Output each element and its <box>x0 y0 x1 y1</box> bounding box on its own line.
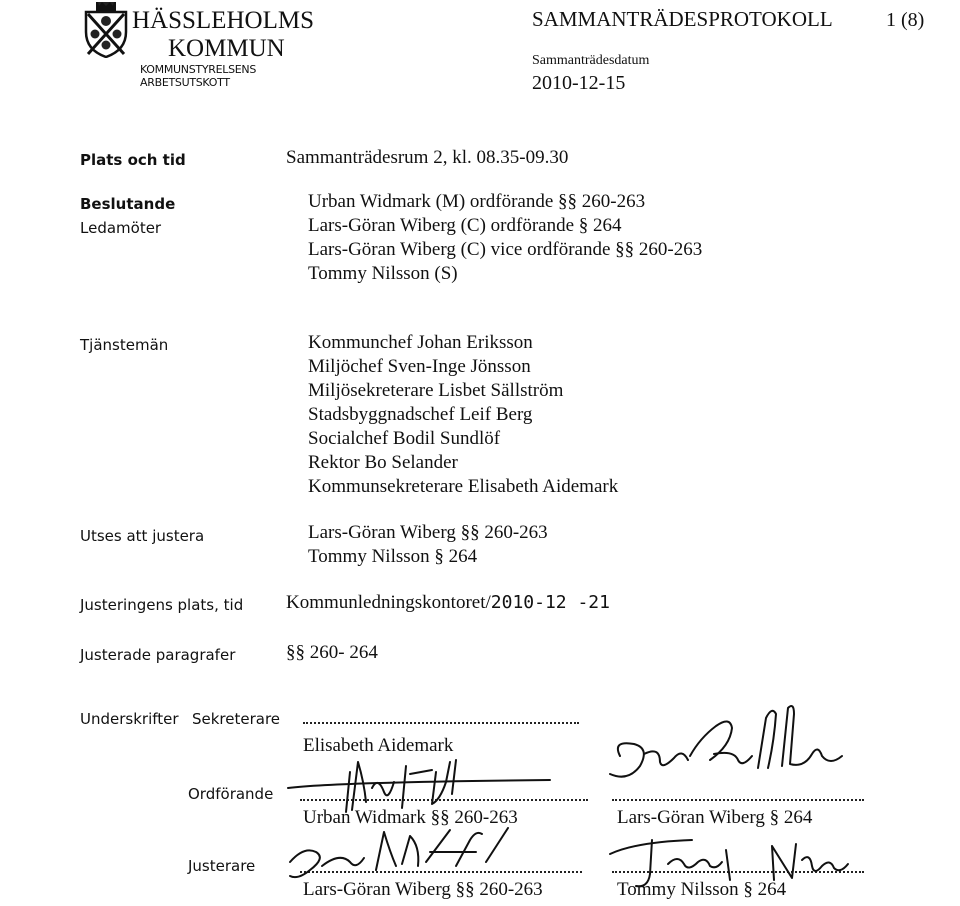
beslutande-value-2: Lars-Göran Wiberg (C) ordförande § 264 <box>308 215 622 236</box>
tjanstemän-value-7: Kommunsekreterare Elisabeth Aidemark <box>308 476 619 497</box>
ordforande-label: Ordförande <box>188 785 274 803</box>
tjanstemän-value-4: Stadsbyggnadschef Leif Berg <box>308 404 533 425</box>
department-line2: ARBETSUTSKOTT <box>140 76 230 89</box>
justeringens-label: Justeringens plats, tid <box>80 596 244 614</box>
tjanstemän-value-2: Miljöchef Sven-Inge Jönsson <box>308 356 531 377</box>
justerade-value: §§ 260- 264 <box>286 642 378 663</box>
utses-value-1: Lars-Göran Wiberg §§ 260-263 <box>308 522 548 543</box>
justeringens-place: Kommunledningskontoret/ <box>286 592 491 613</box>
signature-lars-goran-wiberg-2 <box>280 822 540 892</box>
org-name-line2: KOMMUN <box>168 35 285 62</box>
date-label: Sammanträdesdatum <box>532 53 650 68</box>
underskrifter-label: Underskrifter <box>80 710 179 728</box>
justerade-label: Justerade paragrafer <box>80 646 236 664</box>
ordforande-signature-line-2 <box>612 799 864 801</box>
signature-urban-widmark <box>260 752 560 822</box>
page-number: 1 (8) <box>886 9 925 31</box>
justerare-name-2: Tommy Nilsson § 264 <box>617 879 787 900</box>
tjanstemän-label: Tjänstemän <box>80 336 169 354</box>
beslutande-value-3: Lars-Göran Wiberg (C) vice ordförande §§ 260-263 <box>308 239 703 260</box>
tjanstemän-value-3: Miljösekreterare Lisbet Sällström <box>308 380 564 401</box>
coat-of-arms-icon <box>84 2 128 58</box>
beslutande-value-1: Urban Widmark (M) ordförande §§ 260-263 <box>308 191 646 212</box>
ledamoter-label: Ledamöter <box>80 219 162 237</box>
tjanstemän-value-6: Rektor Bo Selander <box>308 452 458 473</box>
justeringens-date: 2010-12 -21 <box>490 592 610 613</box>
signature-lars-goran-wiberg-1 <box>590 698 870 790</box>
org-name-line1: HÄSSLEHOLMS <box>132 7 314 34</box>
ordforande-name-1: Urban Widmark §§ 260-263 <box>303 807 518 828</box>
document-title: SAMMANTRÄDESPROTOKOLL <box>532 7 833 31</box>
beslutande-value-4: Tommy Nilsson (S) <box>308 263 458 284</box>
sekreterare-label: Sekreterare <box>192 710 281 728</box>
justerare-name-1: Lars-Göran Wiberg §§ 260-263 <box>303 879 543 900</box>
utses-label: Utses att justera <box>80 527 205 545</box>
department-line1: KOMMUNSTYRELSENS <box>140 63 257 76</box>
justeringens-value <box>286 591 610 615</box>
beslutande-label: Beslutande <box>80 195 176 213</box>
plats-label: Plats och tid <box>80 151 186 169</box>
justerare-label: Justerare <box>188 857 256 875</box>
utses-value-2: Tommy Nilsson § 264 <box>308 546 478 567</box>
tjanstemän-value-1: Kommunchef Johan Eriksson <box>308 332 533 353</box>
sekreterare-signature-line <box>303 722 579 724</box>
ordforande-name-2: Lars-Göran Wiberg § 264 <box>617 807 813 828</box>
plats-value: Sammanträdesrum 2, kl. 08.35-09.30 <box>286 147 569 168</box>
sekreterare-name: Elisabeth Aidemark <box>303 735 454 756</box>
signature-tommy-nilsson <box>596 830 866 900</box>
tjanstemän-value-5: Socialchef Bodil Sundlöf <box>308 428 501 449</box>
date-value: 2010-12-15 <box>532 72 626 94</box>
